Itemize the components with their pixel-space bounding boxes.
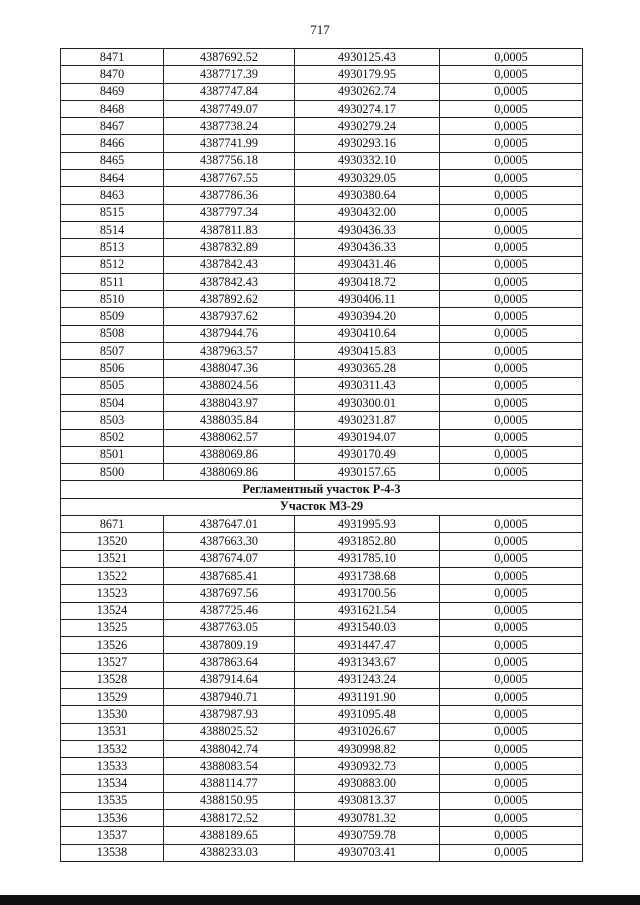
x-coordinate-cell: 4388047.36 bbox=[164, 360, 295, 377]
accuracy-cell: 0,0005 bbox=[440, 118, 583, 135]
table-row bbox=[61, 567, 583, 584]
x-coordinate-cell: 4387811.83 bbox=[164, 221, 295, 238]
y-coordinate-cell: 4930194.07 bbox=[295, 429, 440, 446]
y-coordinate-cell: 4930432.00 bbox=[295, 204, 440, 221]
y-coordinate-cell: 4930759.78 bbox=[295, 827, 440, 844]
x-coordinate-cell: 4387717.39 bbox=[164, 66, 295, 83]
y-coordinate-cell: 4931343.67 bbox=[295, 654, 440, 671]
x-coordinate-cell: 4388042.74 bbox=[164, 740, 295, 757]
accuracy-cell: 0,0005 bbox=[440, 170, 583, 187]
table-row bbox=[61, 118, 583, 135]
x-coordinate-cell: 4388172.52 bbox=[164, 810, 295, 827]
y-coordinate-cell: 4930436.33 bbox=[295, 221, 440, 238]
point-number-cell: 13530 bbox=[61, 706, 164, 723]
x-coordinate-cell: 4387749.07 bbox=[164, 100, 295, 117]
x-coordinate-cell: 4387797.34 bbox=[164, 204, 295, 221]
x-coordinate-cell: 4387663.30 bbox=[164, 533, 295, 550]
table-row bbox=[61, 256, 583, 273]
table-row bbox=[61, 654, 583, 671]
point-number-cell: 8506 bbox=[61, 360, 164, 377]
accuracy-cell: 0,0005 bbox=[440, 100, 583, 117]
x-coordinate-cell: 4387685.41 bbox=[164, 567, 295, 584]
x-coordinate-cell: 4387738.24 bbox=[164, 118, 295, 135]
table-row bbox=[61, 100, 583, 117]
point-number-cell: 8500 bbox=[61, 464, 164, 481]
y-coordinate-cell: 4931540.03 bbox=[295, 619, 440, 636]
accuracy-cell: 0,0005 bbox=[440, 308, 583, 325]
point-number-cell: 13529 bbox=[61, 688, 164, 705]
table-row bbox=[61, 758, 583, 775]
accuracy-cell: 0,0005 bbox=[440, 810, 583, 827]
accuracy-cell: 0,0005 bbox=[440, 844, 583, 861]
accuracy-cell: 0,0005 bbox=[440, 239, 583, 256]
accuracy-cell: 0,0005 bbox=[440, 412, 583, 429]
point-number-cell: 13531 bbox=[61, 723, 164, 740]
x-coordinate-cell: 4387747.84 bbox=[164, 83, 295, 100]
point-number-cell: 8466 bbox=[61, 135, 164, 152]
x-coordinate-cell: 4388189.65 bbox=[164, 827, 295, 844]
point-number-cell: 8470 bbox=[61, 66, 164, 83]
x-coordinate-cell: 4387892.62 bbox=[164, 291, 295, 308]
table-row bbox=[61, 464, 583, 481]
table-row bbox=[61, 550, 583, 567]
table-row bbox=[61, 810, 583, 827]
y-coordinate-cell: 4930883.00 bbox=[295, 775, 440, 792]
table-row bbox=[61, 221, 583, 238]
y-coordinate-cell: 4930179.95 bbox=[295, 66, 440, 83]
x-coordinate-cell: 4387944.76 bbox=[164, 325, 295, 342]
y-coordinate-cell: 4930998.82 bbox=[295, 740, 440, 757]
x-coordinate-cell: 4387692.52 bbox=[164, 49, 295, 66]
table-row bbox=[61, 291, 583, 308]
accuracy-cell: 0,0005 bbox=[440, 273, 583, 290]
accuracy-cell: 0,0005 bbox=[440, 464, 583, 481]
y-coordinate-cell: 4930262.74 bbox=[295, 83, 440, 100]
accuracy-cell: 0,0005 bbox=[440, 619, 583, 636]
x-coordinate-cell: 4388043.97 bbox=[164, 394, 295, 411]
point-number-cell: 8510 bbox=[61, 291, 164, 308]
point-number-cell: 8463 bbox=[61, 187, 164, 204]
y-coordinate-cell: 4930380.64 bbox=[295, 187, 440, 204]
point-number-cell: 13524 bbox=[61, 602, 164, 619]
accuracy-cell: 0,0005 bbox=[440, 446, 583, 463]
y-coordinate-cell: 4930932.73 bbox=[295, 758, 440, 775]
page-number: 717 bbox=[310, 22, 330, 37]
y-coordinate-cell: 4930170.49 bbox=[295, 446, 440, 463]
y-coordinate-cell: 4931191.90 bbox=[295, 688, 440, 705]
accuracy-cell: 0,0005 bbox=[440, 827, 583, 844]
table-row bbox=[61, 740, 583, 757]
table-row bbox=[61, 239, 583, 256]
point-number-cell: 13536 bbox=[61, 810, 164, 827]
x-coordinate-cell: 4387832.89 bbox=[164, 239, 295, 256]
x-coordinate-cell: 4387763.05 bbox=[164, 619, 295, 636]
y-coordinate-cell: 4931447.47 bbox=[295, 637, 440, 654]
point-number-cell: 13537 bbox=[61, 827, 164, 844]
table-row bbox=[61, 533, 583, 550]
table-row bbox=[61, 792, 583, 809]
y-coordinate-cell: 4930406.11 bbox=[295, 291, 440, 308]
table-row bbox=[61, 827, 583, 844]
accuracy-cell: 0,0005 bbox=[440, 291, 583, 308]
point-number-cell: 8502 bbox=[61, 429, 164, 446]
y-coordinate-cell: 4930311.43 bbox=[295, 377, 440, 394]
y-coordinate-cell: 4931243.24 bbox=[295, 671, 440, 688]
table-row bbox=[61, 412, 583, 429]
y-coordinate-cell: 4930293.16 bbox=[295, 135, 440, 152]
table-row bbox=[61, 135, 583, 152]
x-coordinate-cell: 4387809.19 bbox=[164, 637, 295, 654]
point-number-cell: 8512 bbox=[61, 256, 164, 273]
accuracy-cell: 0,0005 bbox=[440, 688, 583, 705]
table-row bbox=[61, 516, 583, 533]
x-coordinate-cell: 4387842.43 bbox=[164, 256, 295, 273]
x-coordinate-cell: 4387940.71 bbox=[164, 688, 295, 705]
table-row bbox=[61, 273, 583, 290]
y-coordinate-cell: 4930329.05 bbox=[295, 170, 440, 187]
y-coordinate-cell: 4930415.83 bbox=[295, 343, 440, 360]
y-coordinate-cell: 4930394.20 bbox=[295, 308, 440, 325]
point-number-cell: 13532 bbox=[61, 740, 164, 757]
point-number-cell: 8467 bbox=[61, 118, 164, 135]
accuracy-cell: 0,0005 bbox=[440, 567, 583, 584]
table-row bbox=[61, 377, 583, 394]
y-coordinate-cell: 4930436.33 bbox=[295, 239, 440, 256]
table-row bbox=[61, 83, 583, 100]
subsection-heading-row bbox=[61, 498, 583, 515]
table-row bbox=[61, 360, 583, 377]
table-row bbox=[61, 49, 583, 66]
coordinates-table bbox=[60, 48, 583, 862]
x-coordinate-cell: 4387987.93 bbox=[164, 706, 295, 723]
accuracy-cell: 0,0005 bbox=[440, 135, 583, 152]
accuracy-cell: 0,0005 bbox=[440, 585, 583, 602]
accuracy-cell: 0,0005 bbox=[440, 377, 583, 394]
x-coordinate-cell: 4387767.55 bbox=[164, 170, 295, 187]
table-row bbox=[61, 66, 583, 83]
point-number-cell: 13525 bbox=[61, 619, 164, 636]
x-coordinate-cell: 4387647.01 bbox=[164, 516, 295, 533]
accuracy-cell: 0,0005 bbox=[440, 325, 583, 342]
point-number-cell: 8513 bbox=[61, 239, 164, 256]
point-number-cell: 8471 bbox=[61, 49, 164, 66]
table-row bbox=[61, 187, 583, 204]
y-coordinate-cell: 4930274.17 bbox=[295, 100, 440, 117]
y-coordinate-cell: 4931995.93 bbox=[295, 516, 440, 533]
y-coordinate-cell: 4930703.41 bbox=[295, 844, 440, 861]
point-number-cell: 13520 bbox=[61, 533, 164, 550]
point-number-cell: 13534 bbox=[61, 775, 164, 792]
table-row bbox=[61, 637, 583, 654]
scan-bottom-edge bbox=[0, 895, 640, 905]
point-number-cell: 8508 bbox=[61, 325, 164, 342]
table-row bbox=[61, 844, 583, 861]
y-coordinate-cell: 4930365.28 bbox=[295, 360, 440, 377]
subsection-heading: Участок М3-29 bbox=[61, 498, 583, 515]
table-row bbox=[61, 688, 583, 705]
x-coordinate-cell: 4387786.36 bbox=[164, 187, 295, 204]
y-coordinate-cell: 4931700.56 bbox=[295, 585, 440, 602]
y-coordinate-cell: 4930125.43 bbox=[295, 49, 440, 66]
accuracy-cell: 0,0005 bbox=[440, 533, 583, 550]
accuracy-cell: 0,0005 bbox=[440, 723, 583, 740]
table-row bbox=[61, 429, 583, 446]
y-coordinate-cell: 4930279.24 bbox=[295, 118, 440, 135]
x-coordinate-cell: 4388069.86 bbox=[164, 464, 295, 481]
table-row bbox=[61, 706, 583, 723]
y-coordinate-cell: 4931026.67 bbox=[295, 723, 440, 740]
point-number-cell: 8468 bbox=[61, 100, 164, 117]
x-coordinate-cell: 4388062.57 bbox=[164, 429, 295, 446]
section-heading: Регламентный участок Р-4-3 bbox=[61, 481, 583, 498]
point-number-cell: 8465 bbox=[61, 152, 164, 169]
point-number-cell: 8514 bbox=[61, 221, 164, 238]
y-coordinate-cell: 4930332.10 bbox=[295, 152, 440, 169]
y-coordinate-cell: 4931095.48 bbox=[295, 706, 440, 723]
y-coordinate-cell: 4930231.87 bbox=[295, 412, 440, 429]
accuracy-cell: 0,0005 bbox=[440, 516, 583, 533]
accuracy-cell: 0,0005 bbox=[440, 637, 583, 654]
y-coordinate-cell: 4930418.72 bbox=[295, 273, 440, 290]
y-coordinate-cell: 4930813.37 bbox=[295, 792, 440, 809]
table-row bbox=[61, 775, 583, 792]
point-number-cell: 8507 bbox=[61, 343, 164, 360]
y-coordinate-cell: 4931621.54 bbox=[295, 602, 440, 619]
accuracy-cell: 0,0005 bbox=[440, 360, 583, 377]
y-coordinate-cell: 4931852.80 bbox=[295, 533, 440, 550]
accuracy-cell: 0,0005 bbox=[440, 775, 583, 792]
point-number-cell: 13535 bbox=[61, 792, 164, 809]
upper-rows bbox=[61, 49, 583, 481]
point-number-cell: 8503 bbox=[61, 412, 164, 429]
point-number-cell: 8505 bbox=[61, 377, 164, 394]
x-coordinate-cell: 4387697.56 bbox=[164, 585, 295, 602]
accuracy-cell: 0,0005 bbox=[440, 429, 583, 446]
accuracy-cell: 0,0005 bbox=[440, 66, 583, 83]
table-row bbox=[61, 325, 583, 342]
accuracy-cell: 0,0005 bbox=[440, 550, 583, 567]
point-number-cell: 8469 bbox=[61, 83, 164, 100]
x-coordinate-cell: 4387674.07 bbox=[164, 550, 295, 567]
point-number-cell: 8501 bbox=[61, 446, 164, 463]
x-coordinate-cell: 4387937.62 bbox=[164, 308, 295, 325]
table-row bbox=[61, 446, 583, 463]
accuracy-cell: 0,0005 bbox=[440, 221, 583, 238]
x-coordinate-cell: 4388114.77 bbox=[164, 775, 295, 792]
point-number-cell: 13523 bbox=[61, 585, 164, 602]
point-number-cell: 8464 bbox=[61, 170, 164, 187]
point-number-cell: 8504 bbox=[61, 394, 164, 411]
accuracy-cell: 0,0005 bbox=[440, 343, 583, 360]
y-coordinate-cell: 4930431.46 bbox=[295, 256, 440, 273]
accuracy-cell: 0,0005 bbox=[440, 187, 583, 204]
accuracy-cell: 0,0005 bbox=[440, 740, 583, 757]
x-coordinate-cell: 4388150.95 bbox=[164, 792, 295, 809]
accuracy-cell: 0,0005 bbox=[440, 152, 583, 169]
accuracy-cell: 0,0005 bbox=[440, 671, 583, 688]
accuracy-cell: 0,0005 bbox=[440, 654, 583, 671]
y-coordinate-cell: 4930410.64 bbox=[295, 325, 440, 342]
x-coordinate-cell: 4388069.86 bbox=[164, 446, 295, 463]
x-coordinate-cell: 4388083.54 bbox=[164, 758, 295, 775]
table-row bbox=[61, 602, 583, 619]
y-coordinate-cell: 4931785.10 bbox=[295, 550, 440, 567]
x-coordinate-cell: 4388024.56 bbox=[164, 377, 295, 394]
table-row bbox=[61, 152, 583, 169]
point-number-cell: 13521 bbox=[61, 550, 164, 567]
x-coordinate-cell: 4387741.99 bbox=[164, 135, 295, 152]
point-number-cell: 13526 bbox=[61, 637, 164, 654]
point-number-cell: 8671 bbox=[61, 516, 164, 533]
accuracy-cell: 0,0005 bbox=[440, 49, 583, 66]
point-number-cell: 8515 bbox=[61, 204, 164, 221]
point-number-cell: 8511 bbox=[61, 273, 164, 290]
table-row bbox=[61, 170, 583, 187]
accuracy-cell: 0,0005 bbox=[440, 204, 583, 221]
x-coordinate-cell: 4388035.84 bbox=[164, 412, 295, 429]
y-coordinate-cell: 4930157.65 bbox=[295, 464, 440, 481]
x-coordinate-cell: 4387963.57 bbox=[164, 343, 295, 360]
y-coordinate-cell: 4931738.68 bbox=[295, 567, 440, 584]
table-row bbox=[61, 308, 583, 325]
point-number-cell: 8509 bbox=[61, 308, 164, 325]
x-coordinate-cell: 4387725.46 bbox=[164, 602, 295, 619]
x-coordinate-cell: 4388025.52 bbox=[164, 723, 295, 740]
point-number-cell: 13522 bbox=[61, 567, 164, 584]
x-coordinate-cell: 4388233.03 bbox=[164, 844, 295, 861]
accuracy-cell: 0,0005 bbox=[440, 706, 583, 723]
accuracy-cell: 0,0005 bbox=[440, 394, 583, 411]
table-row bbox=[61, 394, 583, 411]
section-headings bbox=[61, 481, 583, 516]
table-row bbox=[61, 343, 583, 360]
table-row bbox=[61, 585, 583, 602]
x-coordinate-cell: 4387756.18 bbox=[164, 152, 295, 169]
point-number-cell: 13527 bbox=[61, 654, 164, 671]
accuracy-cell: 0,0005 bbox=[440, 792, 583, 809]
accuracy-cell: 0,0005 bbox=[440, 256, 583, 273]
accuracy-cell: 0,0005 bbox=[440, 602, 583, 619]
point-number-cell: 13533 bbox=[61, 758, 164, 775]
point-number-cell: 13538 bbox=[61, 844, 164, 861]
accuracy-cell: 0,0005 bbox=[440, 83, 583, 100]
accuracy-cell: 0,0005 bbox=[440, 758, 583, 775]
point-number-cell: 13528 bbox=[61, 671, 164, 688]
x-coordinate-cell: 4387863.64 bbox=[164, 654, 295, 671]
x-coordinate-cell: 4387914.64 bbox=[164, 671, 295, 688]
table-row bbox=[61, 619, 583, 636]
table-row bbox=[61, 204, 583, 221]
table-row bbox=[61, 723, 583, 740]
section-heading-row bbox=[61, 481, 583, 498]
lower-rows bbox=[61, 516, 583, 862]
table-row bbox=[61, 671, 583, 688]
x-coordinate-cell: 4387842.43 bbox=[164, 273, 295, 290]
y-coordinate-cell: 4930781.32 bbox=[295, 810, 440, 827]
y-coordinate-cell: 4930300.01 bbox=[295, 394, 440, 411]
